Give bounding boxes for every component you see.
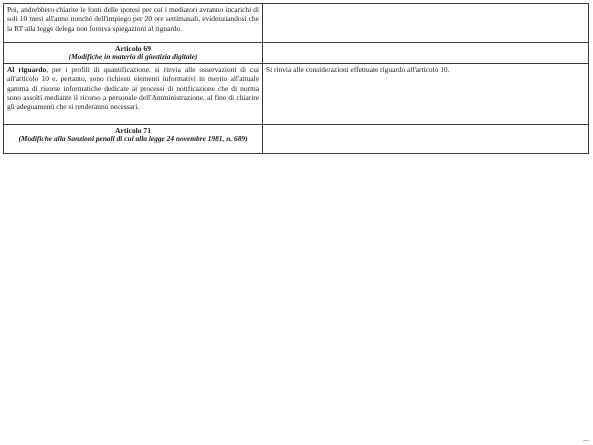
table-cell-right	[263, 43, 589, 64]
article-69-heading	[4, 43, 263, 64]
table-cell-right	[263, 64, 589, 125]
scan-mark	[583, 440, 589, 441]
table-cell-right	[263, 4, 589, 43]
article-69-paragraph	[7, 65, 259, 111]
table-cell-left	[4, 64, 263, 125]
article-69-response: Si rinvia alle considerazioni effettuate riguardo all'articolo 10.	[266, 65, 450, 74]
article-69-title: Articolo 69	[114, 44, 152, 53]
article-69-body-text: , per i profili di quantificazione, si rinvia alle osservazioni di cui all'articolo 10 e, pertanto, sono richiesti elementi informativi in merito all'attuale gamma di risorse informatiche dedicate ai processi di notificazione che di norma sono assolti mediante il ricorso a personale dell'Amministrazione, al fine di chiarire gli adeguamenti che si renderanno necessari.	[7, 65, 259, 112]
article-71-title: Articolo 71	[114, 126, 152, 135]
lead-bold-text: Al riguardo	[7, 65, 47, 74]
comparison-table	[3, 3, 589, 154]
article-69-subtitle: (Modifiche in materia di giustizia digitale)	[68, 52, 198, 61]
table-row	[4, 4, 589, 43]
intro-paragraph: Poi, andrebbero chiarite le fonti delle ipotesi per cui i mediatori avranno incarichi di soli 10 mesi all'anno nonché dell'impiego per 20 ore settimanali, evidenziandosi che la RT alla legge delega non forniva spiegazioni al riguardo.	[7, 5, 259, 33]
table-row	[4, 43, 589, 64]
article-71-subtitle: (Modifiche alla Sanzioni penali di cui alla legge 24 novembre 1981, n. 689)	[18, 134, 248, 143]
table-row	[4, 64, 589, 125]
table-cell-right	[263, 125, 589, 154]
article-71-heading	[4, 125, 263, 154]
table-cell-left	[4, 4, 263, 43]
table-row	[4, 125, 589, 154]
